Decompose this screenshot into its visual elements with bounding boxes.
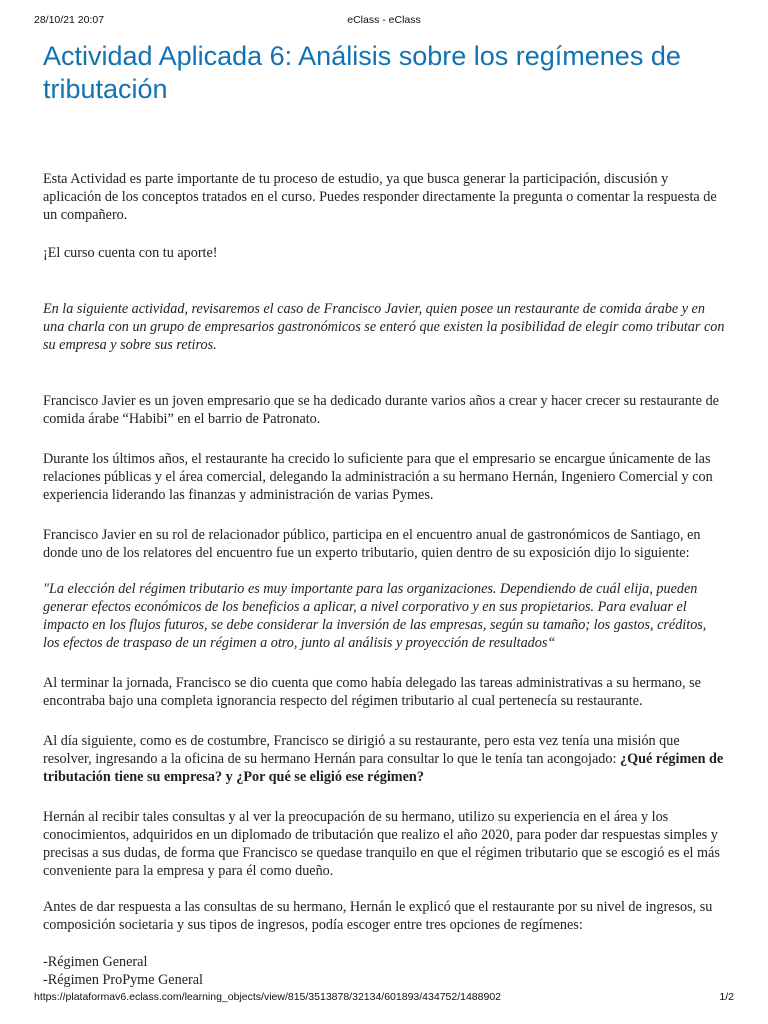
paragraph-realization: Al terminar la jornada, Francisco se dio cuenta que como había delegado las tareas administrativas a su hermano, se encontraba bajo una completa ignorancia respecto del régimen tributario al cual pertenecía su restaurante.	[43, 675, 701, 709]
regime-list-item: -Régimen General	[43, 954, 148, 970]
intro-paragraph: Esta Actividad es parte importante de tu proceso de estudio, ya que busca generar la participación, discusión y aplicación de los conceptos tratados en el curso. Puedes responder directamente la pregunta o comentar la respuesta de un compañero.	[43, 171, 717, 223]
print-footer	[0, 991, 768, 1007]
print-url: https://plataformav6.eclass.com/learning_objects/view/815/3513878/32134/601893/434752/1488902	[34, 991, 502, 1003]
main-content	[43, 40, 725, 989]
key-question: ¿Qué régimen de tributación tiene su empresa? y ¿Por qué se eligió ese régimen?	[43, 751, 724, 785]
paragraph-options: Antes de dar respuesta a las consultas de su hermano, Hernán le explicó que el restaurante por su nivel de ingresos, su composición societaria y sus tipos de ingresos, podía escoger entre tres opciones de regímenes:	[43, 899, 713, 933]
expert-quote: "La elección del régimen tributario es muy importante para las organizaciones. Dependiendo de cuál elija, pueden generar efectos económicos de los beneficios a aplicar, a nivel corporativo y en sus propietarios. Para evaluar el impacto en los flujos futuros, se debe considerar la inversión de las empresas, según su tamaño; los gastos, créditos, los efectos de traspaso de un régimen a otro, junto al análisis y proyección de resultados“	[43, 581, 707, 651]
print-datetime: 28/10/21 20:07	[34, 14, 105, 26]
print-title: eClass - eClass	[347, 14, 421, 26]
paragraph-hernan: Hernán al recibir tales consultas y al ver la preocupación de su hermano, utilizo su experiencia en el área y los conocimientos, adquiridos en un diplomado de tributación que realizo el año 2020, para poder dar respuestas simples y precisas a sus dudas, de forma que Francisco se quedase tranquilo en que el régimen tributario que se escogió es el más conveniente para la empresa y para él como dueño.	[43, 809, 720, 879]
paragraph-restaurant-growth: Durante los últimos años, el restaurante ha crecido lo suficiente para que el empresario se encargue únicamente de las relaciones públicas y el área comercial, delegando la administración a su hermano Hernán, Ingeniero Comercial y con experiencia liderando las finanzas y administración de varias Pymes.	[43, 451, 713, 503]
paragraph-event: Francisco Javier en su rol de relacionador público, participa en el encuentro anual de gastronómicos de Santiago, en donde uno de los relatores del encuentro fue un experto tributario, quien dentro de su exposición dijo lo siguiente:	[43, 527, 701, 561]
case-intro: En la siguiente actividad, revisaremos el caso de Francisco Javier, quien posee un restaurante de comida árabe y en una charla con un grupo de empresarios gastronómicos se enteró que existen la posibilidad de elegir como tributar con su empresa y sobre sus retiros.	[43, 301, 725, 353]
print-header	[0, 14, 768, 30]
regime-list-item: -Régimen ProPyme General	[43, 972, 203, 988]
next-day-text: Al día siguiente, como es de costumbre, Francisco se dirigió a su restaurante, pero esta vez tenía una misión que resolver, ingresando a la oficina de su hermano Hernán para consultar lo que le tenía tan acongojado:	[43, 733, 680, 767]
page-number: 1/2	[719, 991, 734, 1003]
paragraph-francisco: Francisco Javier es un joven empresario que se ha dedicado durante varios años a crear y hacer crecer su restaurante de comida árabe “Habibi” en el barrio de Patronato.	[43, 393, 719, 427]
call-to-action: ¡El curso cuenta con tu aporte!	[43, 245, 218, 261]
paragraph-next-day	[43, 732, 725, 786]
page-title: Actividad Aplicada 6: Análisis sobre los regímenes de tributación	[43, 41, 681, 104]
